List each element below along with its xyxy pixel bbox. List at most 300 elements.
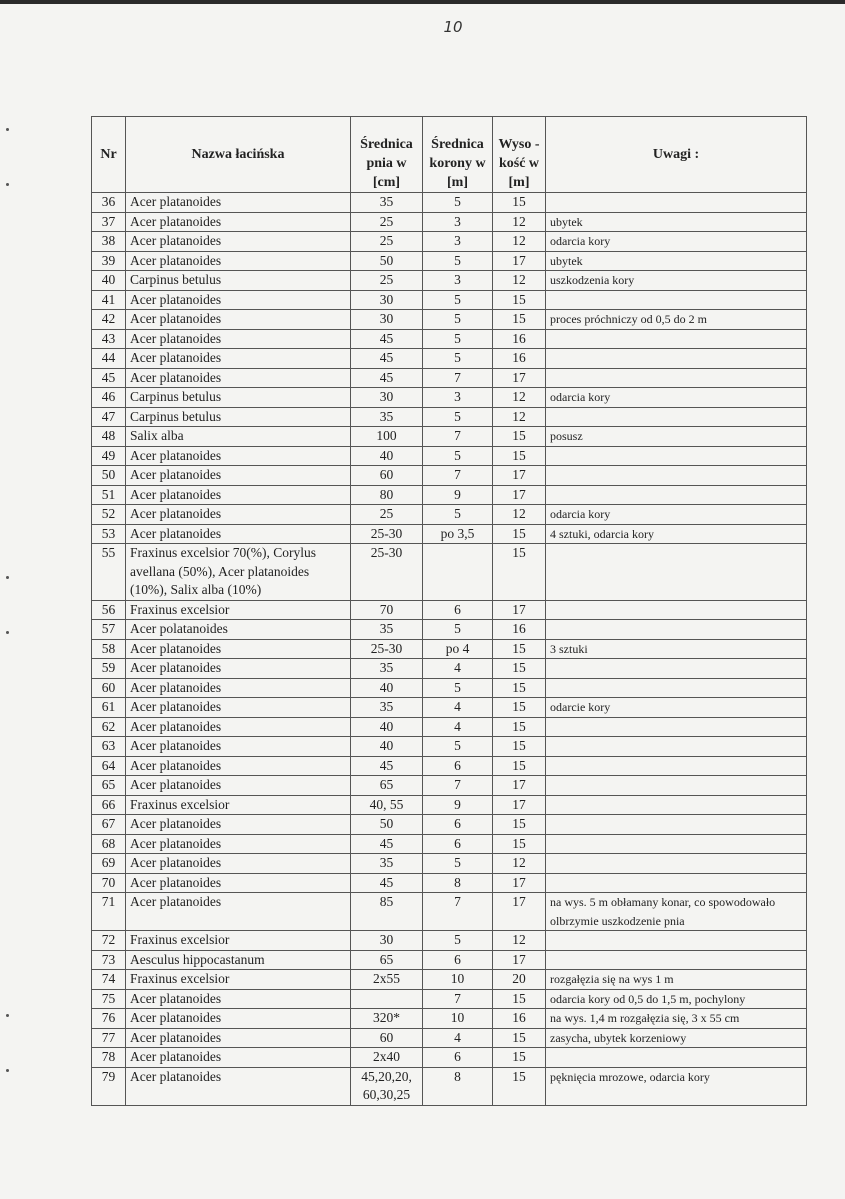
row-latin-name: Acer platanoides [126,1067,351,1105]
row-trunk-diameter: 45 [351,368,423,388]
row-nr: 61 [92,698,126,718]
table-row [92,678,807,698]
row-trunk-diameter: 60 [351,466,423,486]
row-crown-diameter: 8 [423,873,493,893]
table-row [92,737,807,757]
table-row [92,505,807,525]
row-crown-diameter: 6 [423,834,493,854]
row-nr: 51 [92,485,126,505]
row-trunk-diameter: 70 [351,600,423,620]
row-notes: odarcie kory [546,698,807,718]
row-crown-diameter: 7 [423,427,493,447]
table-row [92,698,807,718]
row-nr: 58 [92,639,126,659]
row-crown-diameter: 10 [423,1009,493,1029]
scan-speck [6,631,9,634]
row-trunk-diameter: 25 [351,232,423,252]
row-height: 15 [493,1067,546,1105]
row-trunk-diameter: 60 [351,1028,423,1048]
row-notes [546,544,807,601]
row-notes: ubytek [546,251,807,271]
row-height: 15 [493,524,546,544]
row-notes [546,795,807,815]
header-crown-diameter: Średnica korony w [m] [423,117,493,193]
header-latin-name: Nazwa łacińska [126,117,351,193]
row-notes [546,931,807,951]
row-notes: na wys. 5 m obłamany konar, co spowodowało olbrzymie uszkodzenie pnia [546,893,807,931]
table-row [92,639,807,659]
table-row [92,717,807,737]
row-trunk-diameter [351,989,423,1009]
row-height: 17 [493,893,546,931]
row-height: 17 [493,251,546,271]
row-height: 15 [493,659,546,679]
row-trunk-diameter: 65 [351,950,423,970]
page-number: 10 [443,18,463,36]
row-notes [546,815,807,835]
row-crown-diameter: 6 [423,756,493,776]
table-row [92,1028,807,1048]
row-height: 15 [493,698,546,718]
row-crown-diameter: 5 [423,854,493,874]
row-nr: 75 [92,989,126,1009]
row-latin-name: Acer platanoides [126,1028,351,1048]
row-crown-diameter: 6 [423,600,493,620]
scan-speck [6,1069,9,1072]
row-latin-name: Acer platanoides [126,756,351,776]
row-height: 17 [493,776,546,796]
row-crown-diameter: 5 [423,329,493,349]
row-crown-diameter: 7 [423,466,493,486]
row-nr: 56 [92,600,126,620]
table-row [92,600,807,620]
row-crown-diameter: 5 [423,349,493,369]
row-crown-diameter: 6 [423,815,493,835]
row-height: 12 [493,271,546,291]
row-notes [546,446,807,466]
row-latin-name: Carpinus betulus [126,388,351,408]
row-nr: 45 [92,368,126,388]
row-nr: 79 [92,1067,126,1105]
table-row [92,368,807,388]
row-crown-diameter: 5 [423,193,493,213]
row-crown-diameter: 7 [423,368,493,388]
row-height: 15 [493,815,546,835]
row-height: 15 [493,544,546,601]
row-latin-name: Acer platanoides [126,232,351,252]
row-notes: uszkodzenia kory [546,271,807,291]
row-height: 15 [493,717,546,737]
row-height: 15 [493,310,546,330]
scan-speck [6,1014,9,1017]
row-height: 12 [493,505,546,525]
row-trunk-diameter: 35 [351,407,423,427]
row-crown-diameter: po 3,5 [423,524,493,544]
row-latin-name: Acer platanoides [126,815,351,835]
row-crown-diameter: 5 [423,737,493,757]
row-height: 16 [493,1009,546,1029]
row-trunk-diameter: 40 [351,717,423,737]
table-row [92,329,807,349]
row-nr: 47 [92,407,126,427]
row-notes [546,873,807,893]
row-height: 12 [493,407,546,427]
row-latin-name: Acer platanoides [126,329,351,349]
table-row [92,310,807,330]
row-notes: odarcia kory [546,232,807,252]
row-latin-name: Acer platanoides [126,698,351,718]
table-row [92,427,807,447]
row-crown-diameter: 5 [423,310,493,330]
row-nr: 77 [92,1028,126,1048]
row-notes [546,678,807,698]
row-latin-name: Carpinus betulus [126,407,351,427]
row-trunk-diameter: 100 [351,427,423,447]
table-row [92,970,807,990]
scan-speck [6,128,9,131]
row-trunk-diameter: 2x55 [351,970,423,990]
row-nr: 53 [92,524,126,544]
table-row [92,232,807,252]
row-notes: ubytek [546,212,807,232]
table-row [92,776,807,796]
row-height: 16 [493,349,546,369]
row-height: 17 [493,466,546,486]
row-latin-name: Aesculus hippocastanum [126,950,351,970]
row-crown-diameter: 5 [423,931,493,951]
row-nr: 41 [92,290,126,310]
row-latin-name: Fraxinus excelsior [126,600,351,620]
table-row [92,1067,807,1105]
row-trunk-diameter: 85 [351,893,423,931]
table-row [92,756,807,776]
row-notes: rozgałęzia się na wys 1 m [546,970,807,990]
scan-speck [6,576,9,579]
row-height: 16 [493,620,546,640]
row-height: 15 [493,193,546,213]
row-crown-diameter: 8 [423,1067,493,1105]
row-height: 20 [493,970,546,990]
row-notes [546,600,807,620]
row-height: 12 [493,388,546,408]
row-notes [546,717,807,737]
row-nr: 49 [92,446,126,466]
row-nr: 59 [92,659,126,679]
row-crown-diameter: 7 [423,776,493,796]
table-row [92,834,807,854]
table-row [92,407,807,427]
table-row [92,854,807,874]
row-latin-name: Acer platanoides [126,290,351,310]
row-latin-name: Acer platanoides [126,349,351,369]
row-notes: 3 sztuki [546,639,807,659]
row-trunk-diameter: 35 [351,659,423,679]
row-latin-name: Fraxinus excelsior 70(%), Corylus avellana (50%), Acer platanoides (10%), Salix alba (10%) [126,544,351,601]
row-height: 12 [493,931,546,951]
row-latin-name: Acer platanoides [126,737,351,757]
row-nr: 62 [92,717,126,737]
table-row [92,193,807,213]
row-trunk-diameter: 25-30 [351,524,423,544]
row-trunk-diameter: 45 [351,873,423,893]
row-trunk-diameter: 25 [351,212,423,232]
table-row [92,620,807,640]
table-row [92,388,807,408]
row-nr: 46 [92,388,126,408]
row-trunk-diameter: 65 [351,776,423,796]
row-nr: 76 [92,1009,126,1029]
row-crown-diameter: 3 [423,232,493,252]
row-latin-name: Acer platanoides [126,893,351,931]
row-notes: proces próchniczy od 0,5 do 2 m [546,310,807,330]
row-trunk-diameter: 30 [351,931,423,951]
row-latin-name: Acer platanoides [126,505,351,525]
table-row [92,212,807,232]
row-trunk-diameter: 30 [351,290,423,310]
table-row [92,659,807,679]
row-crown-diameter [423,544,493,601]
row-notes [546,368,807,388]
row-notes [546,349,807,369]
row-crown-diameter: 5 [423,678,493,698]
row-notes [546,737,807,757]
row-crown-diameter: 9 [423,485,493,505]
row-crown-diameter: po 4 [423,639,493,659]
row-crown-diameter: 5 [423,620,493,640]
row-latin-name: Carpinus betulus [126,271,351,291]
row-nr: 40 [92,271,126,291]
row-notes [546,776,807,796]
table-row [92,271,807,291]
row-notes [546,834,807,854]
row-nr: 52 [92,505,126,525]
row-latin-name: Acer platanoides [126,212,351,232]
row-trunk-diameter: 45 [351,329,423,349]
row-notes: odarcia kory [546,505,807,525]
row-crown-diameter: 3 [423,212,493,232]
row-notes [546,290,807,310]
row-height: 15 [493,1028,546,1048]
row-latin-name: Acer platanoides [126,310,351,330]
row-crown-diameter: 9 [423,795,493,815]
row-nr: 39 [92,251,126,271]
table-row [92,815,807,835]
row-notes [546,756,807,776]
table-row [92,795,807,815]
row-trunk-diameter: 40, 55 [351,795,423,815]
row-trunk-diameter: 25-30 [351,639,423,659]
row-height: 15 [493,427,546,447]
row-nr: 48 [92,427,126,447]
row-latin-name: Acer platanoides [126,485,351,505]
header-notes: Uwagi : [546,117,807,193]
row-notes [546,854,807,874]
table-row [92,251,807,271]
table-row [92,485,807,505]
row-latin-name: Fraxinus excelsior [126,795,351,815]
table-row [92,931,807,951]
row-height: 15 [493,639,546,659]
row-crown-diameter: 6 [423,950,493,970]
row-trunk-diameter: 35 [351,698,423,718]
row-notes: 4 sztuki, odarcia kory [546,524,807,544]
row-nr: 44 [92,349,126,369]
row-latin-name: Acer platanoides [126,524,351,544]
row-notes: odarcia kory [546,388,807,408]
row-nr: 63 [92,737,126,757]
row-latin-name: Acer platanoides [126,989,351,1009]
row-nr: 71 [92,893,126,931]
row-notes: posusz [546,427,807,447]
row-height: 15 [493,446,546,466]
row-nr: 43 [92,329,126,349]
row-nr: 36 [92,193,126,213]
header-trunk-diameter: Średnica pnia w [cm] [351,117,423,193]
row-nr: 72 [92,931,126,951]
row-notes [546,950,807,970]
row-nr: 37 [92,212,126,232]
table-row [92,544,807,601]
row-height: 12 [493,854,546,874]
row-crown-diameter: 4 [423,1028,493,1048]
row-latin-name: Acer platanoides [126,678,351,698]
row-nr: 70 [92,873,126,893]
row-nr: 42 [92,310,126,330]
row-notes: zasycha, ubytek korzeniowy [546,1028,807,1048]
row-latin-name: Acer platanoides [126,717,351,737]
row-trunk-diameter: 35 [351,620,423,640]
row-latin-name: Acer platanoides [126,446,351,466]
row-notes [546,620,807,640]
row-nr: 67 [92,815,126,835]
row-crown-diameter: 6 [423,1048,493,1068]
table-row [92,989,807,1009]
row-latin-name: Salix alba [126,427,351,447]
row-height: 17 [493,795,546,815]
row-crown-diameter: 3 [423,271,493,291]
row-latin-name: Acer platanoides [126,1048,351,1068]
row-notes: odarcia kory od 0,5 do 1,5 m, pochylony [546,989,807,1009]
row-nr: 69 [92,854,126,874]
row-crown-diameter: 5 [423,290,493,310]
row-trunk-diameter: 30 [351,310,423,330]
row-trunk-diameter: 80 [351,485,423,505]
row-latin-name: Acer polatanoides [126,620,351,640]
table-row [92,893,807,931]
table-row [92,524,807,544]
row-height: 17 [493,600,546,620]
row-nr: 66 [92,795,126,815]
row-latin-name: Acer platanoides [126,251,351,271]
row-crown-diameter: 5 [423,251,493,271]
row-trunk-diameter: 50 [351,251,423,271]
row-notes [546,407,807,427]
row-notes [546,466,807,486]
row-trunk-diameter: 40 [351,446,423,466]
row-crown-diameter: 7 [423,893,493,931]
table-row [92,290,807,310]
row-height: 15 [493,290,546,310]
row-crown-diameter: 3 [423,388,493,408]
row-trunk-diameter: 50 [351,815,423,835]
row-notes [546,1048,807,1068]
row-notes: na wys. 1,4 m rozgałęzia się, 3 x 55 cm [546,1009,807,1029]
row-latin-name: Acer platanoides [126,659,351,679]
row-nr: 65 [92,776,126,796]
row-nr: 60 [92,678,126,698]
row-notes [546,193,807,213]
row-height: 15 [493,756,546,776]
row-height: 15 [493,834,546,854]
row-trunk-diameter: 25 [351,505,423,525]
table-row [92,1009,807,1029]
row-trunk-diameter: 2x40 [351,1048,423,1068]
row-crown-diameter: 10 [423,970,493,990]
header-height: Wyso -kość w [m] [493,117,546,193]
tree-inventory-table [91,116,807,1106]
row-trunk-diameter: 45,20,20, 60,30,25 [351,1067,423,1105]
row-height: 16 [493,329,546,349]
table-body [92,193,807,1106]
row-nr: 68 [92,834,126,854]
table-row [92,1048,807,1068]
row-height: 15 [493,989,546,1009]
row-trunk-diameter: 40 [351,737,423,757]
row-latin-name: Acer platanoides [126,854,351,874]
row-crown-diameter: 7 [423,989,493,1009]
row-crown-diameter: 4 [423,717,493,737]
row-nr: 57 [92,620,126,640]
row-nr: 55 [92,544,126,601]
table-row [92,446,807,466]
row-notes: pęknięcia mrozowe, odarcia kory [546,1067,807,1105]
row-trunk-diameter: 25-30 [351,544,423,601]
row-crown-diameter: 5 [423,505,493,525]
row-trunk-diameter: 320* [351,1009,423,1029]
row-crown-diameter: 4 [423,659,493,679]
row-crown-diameter: 5 [423,446,493,466]
row-nr: 38 [92,232,126,252]
row-latin-name: Acer platanoides [126,834,351,854]
row-height: 15 [493,1048,546,1068]
row-latin-name: Acer platanoides [126,776,351,796]
row-height: 17 [493,368,546,388]
row-notes [546,659,807,679]
table-row [92,873,807,893]
row-latin-name: Fraxinus excelsior [126,970,351,990]
row-trunk-diameter: 35 [351,193,423,213]
scan-top-edge [0,0,845,4]
row-crown-diameter: 4 [423,698,493,718]
row-height: 17 [493,873,546,893]
row-latin-name: Acer platanoides [126,873,351,893]
table-header-row [92,117,807,193]
row-nr: 73 [92,950,126,970]
row-latin-name: Acer platanoides [126,466,351,486]
row-latin-name: Acer platanoides [126,1009,351,1029]
row-latin-name: Acer platanoides [126,193,351,213]
table-row [92,466,807,486]
row-height: 12 [493,232,546,252]
row-nr: 74 [92,970,126,990]
row-trunk-diameter: 40 [351,678,423,698]
row-nr: 50 [92,466,126,486]
row-height: 17 [493,950,546,970]
row-notes [546,485,807,505]
row-trunk-diameter: 45 [351,756,423,776]
row-trunk-diameter: 25 [351,271,423,291]
row-height: 15 [493,737,546,757]
